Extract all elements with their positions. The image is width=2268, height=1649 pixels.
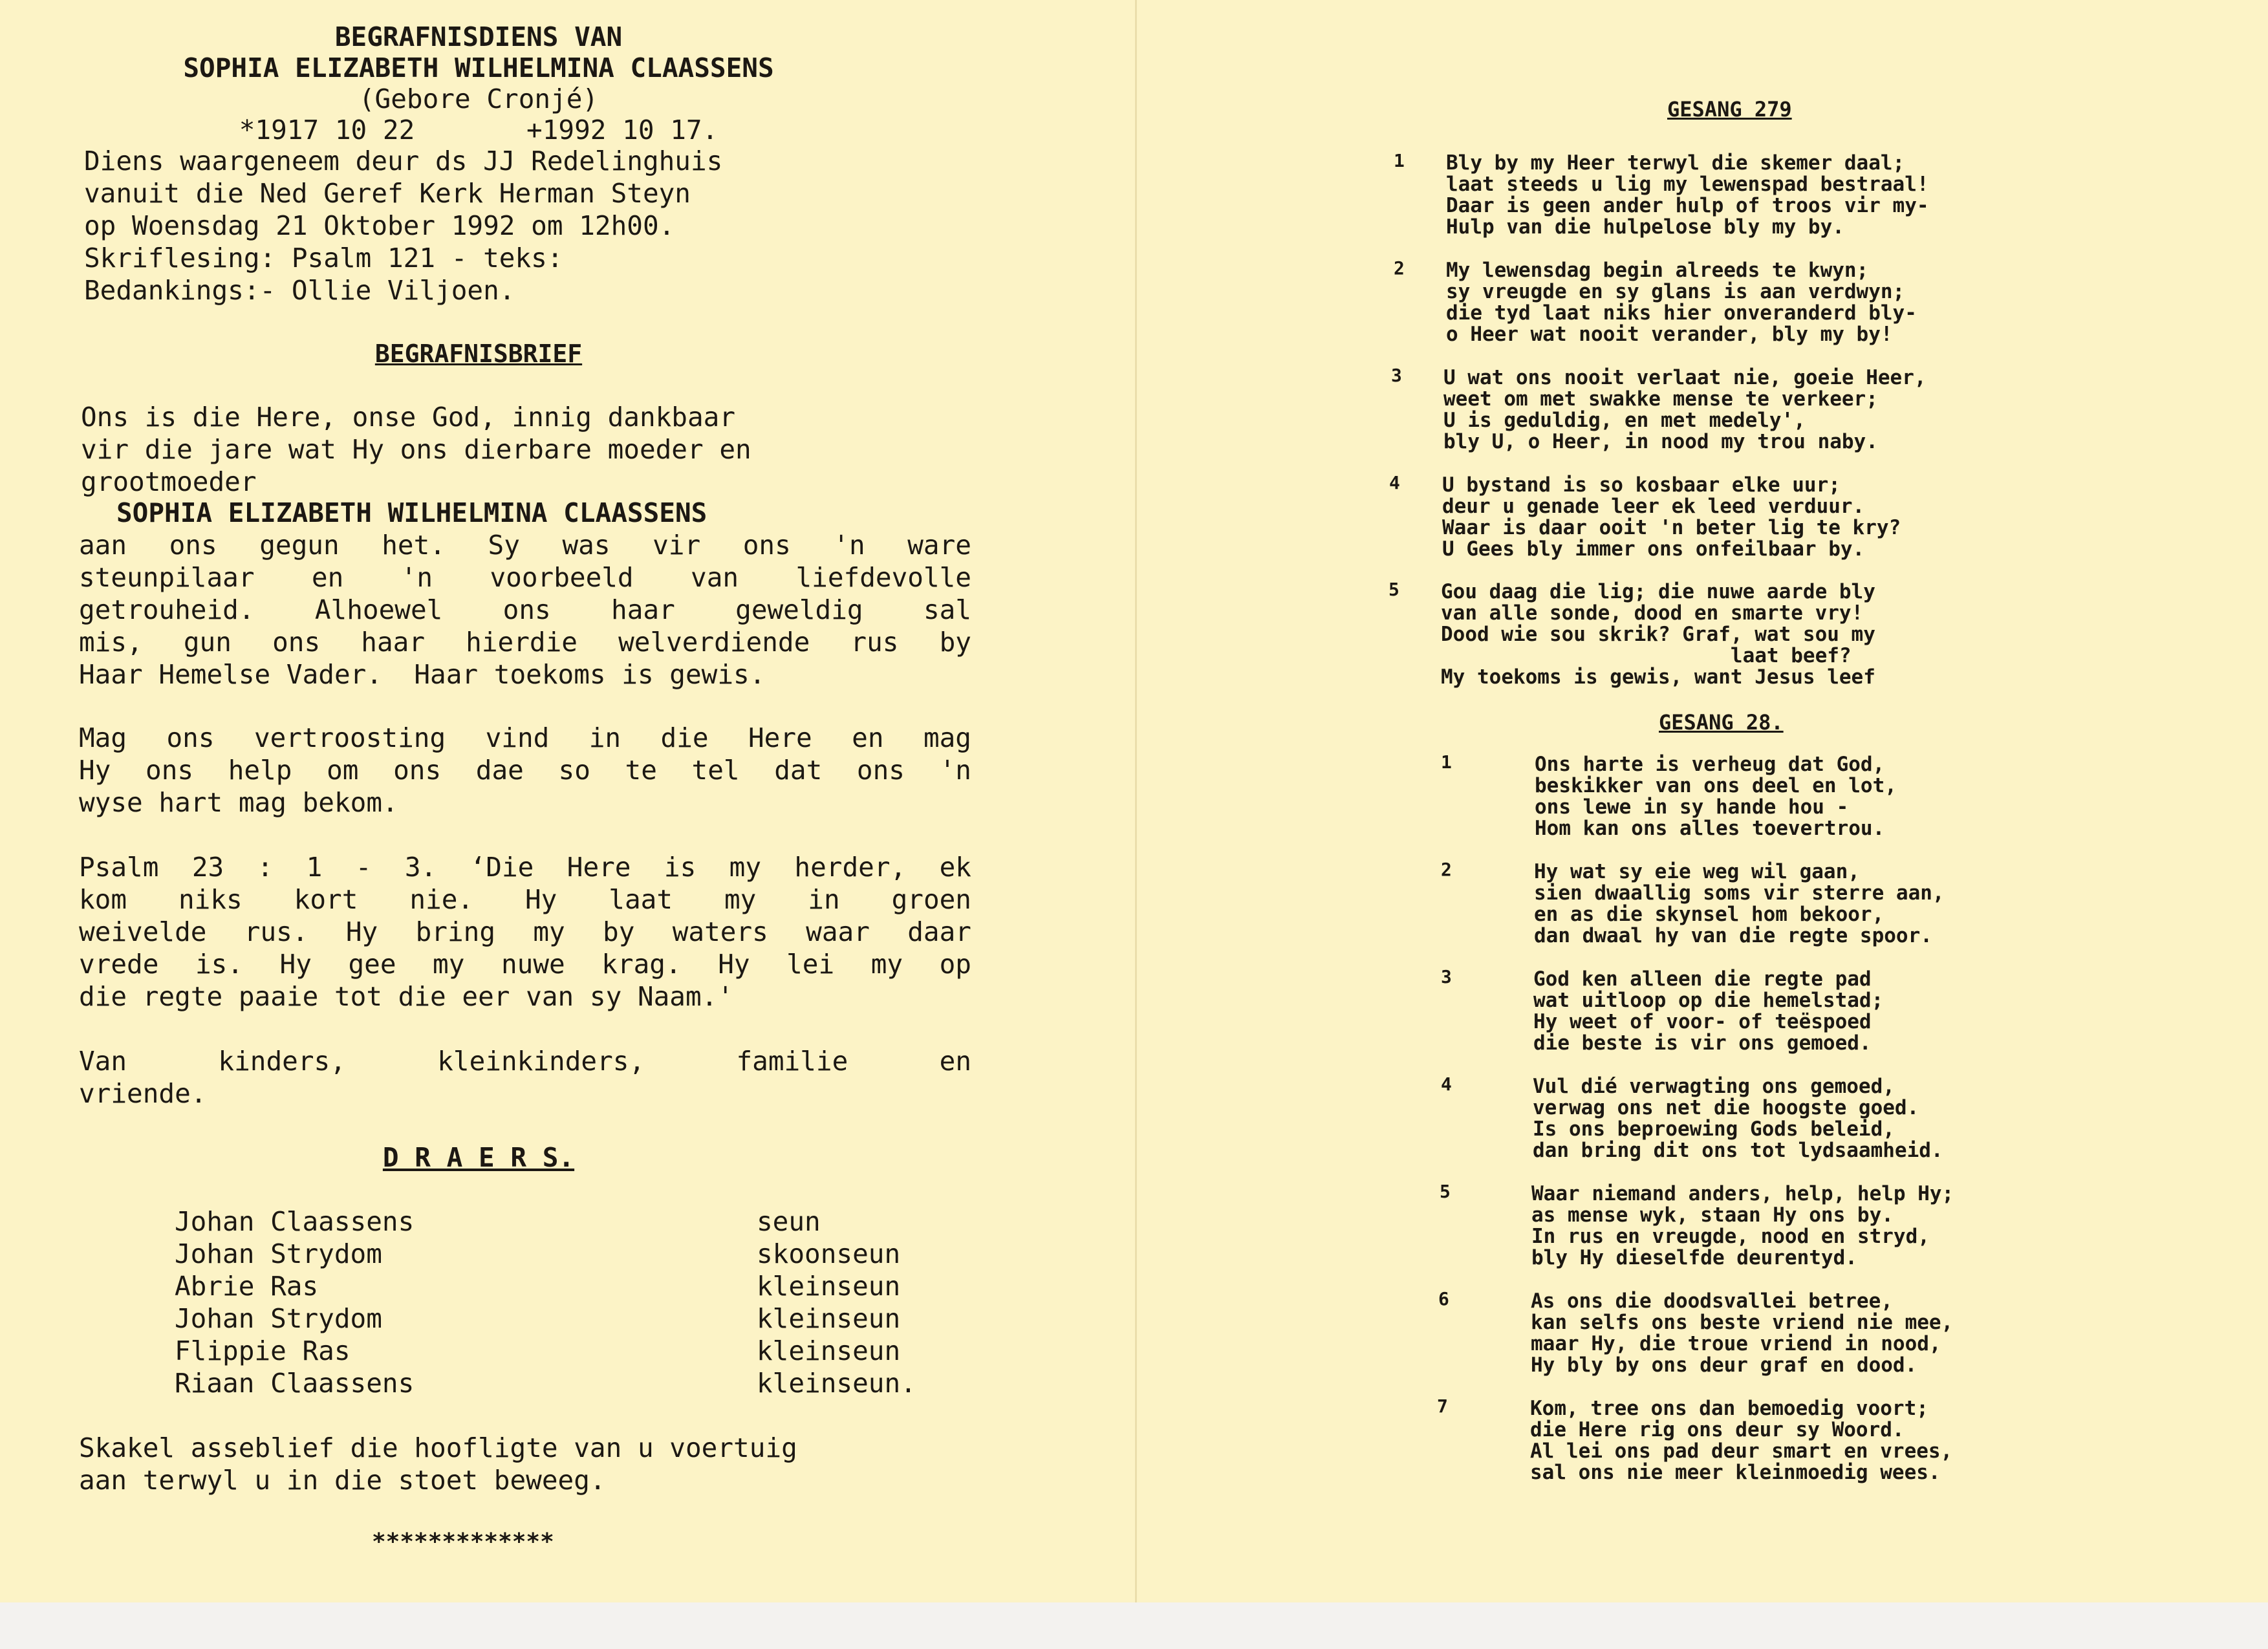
stanza-number: 2 bbox=[1441, 859, 1452, 880]
from-line: vriende. bbox=[79, 1078, 207, 1109]
hymn-stanza bbox=[1443, 367, 1927, 453]
stanza-line: die tyd laat niks hier onveranderd bly- bbox=[1446, 301, 1917, 325]
stanza-line: laat beef? bbox=[1441, 644, 1852, 667]
hymn-stanza bbox=[1442, 475, 1901, 560]
stanza-line: as mense wyk, staan Hy ons by. bbox=[1531, 1203, 1894, 1227]
letter-line: getrouheid. Alhoewel ons haar geweldig sal bbox=[79, 594, 971, 625]
stanza-line: In rus en vreugde, nood en stryd, bbox=[1531, 1225, 1930, 1248]
psalm-line: die regte paaie tot die eer van sy Naam.' bbox=[79, 981, 734, 1012]
letter-line: grootmoeder bbox=[81, 466, 257, 497]
psalm-line: vrede is. Hy gee my nuwe krag. Hy lei my op bbox=[79, 949, 971, 980]
psalm-line: kom niks kort nie. Hy laat my in groen bbox=[79, 884, 971, 915]
closing-stars: ************* bbox=[372, 1529, 554, 1555]
lights-note: aan terwyl u in die stoet beweeg. bbox=[79, 1465, 606, 1496]
stanza-line: sy vreugde en sy glans is aan verdwyn; bbox=[1446, 280, 1905, 303]
stanza-line: sal ons nie meer kleinmoedig wees. bbox=[1530, 1461, 1941, 1484]
hymn-279-title: GESANG 279 bbox=[1667, 97, 1792, 122]
hymn-stanza bbox=[1441, 581, 1875, 688]
hymn-stanza bbox=[1446, 153, 1929, 238]
hymn-stanza bbox=[1531, 1291, 1953, 1376]
letter-line: Haar Hemelse Vader. Haar toekoms is gewis. bbox=[79, 659, 766, 690]
deceased-name: SOPHIA ELIZABETH WILHELMINA CLAASSENS bbox=[183, 52, 774, 83]
bearer-role: kleinseun bbox=[757, 1303, 901, 1334]
stanza-line: Vul dié verwagting ons gemoed, bbox=[1533, 1075, 1895, 1098]
stanza-line: wat uitloop op die hemelstad; bbox=[1533, 989, 1884, 1012]
hymn-stanza bbox=[1534, 861, 1945, 947]
letter-name: SOPHIA ELIZABETH WILHELMINA CLAASSENS bbox=[116, 497, 707, 528]
service-line: Skriflesing: Psalm 121 - teks: bbox=[84, 242, 563, 274]
letter-line: mis, gun ons haar hierdie welverdiende rus by bbox=[79, 627, 971, 658]
hymn-28-title: GESANG 28. bbox=[1659, 710, 1784, 735]
stanza-line: bly U, o Heer, in nood my trou naby. bbox=[1443, 430, 1878, 453]
stanza-line: kan selfs ons beste vriend nie mee, bbox=[1531, 1311, 1954, 1334]
psalm-line: weivelde rus. Hy bring my by waters waar daar bbox=[79, 916, 971, 947]
service-line: Diens waargeneem deur ds JJ Redelinghuis bbox=[84, 146, 723, 177]
comfort-line: Mag ons vertroosting vind in die Here en mag bbox=[79, 722, 971, 753]
stanza-line: en as die skynsel hom bekoor, bbox=[1534, 903, 1885, 926]
stanza-number: 5 bbox=[1440, 1181, 1451, 1202]
stanza-line: ons lewe in sy hande hou - bbox=[1535, 795, 1849, 819]
stanza-line: beskikker van ons deel en lot, bbox=[1535, 774, 1897, 797]
left-page bbox=[0, 0, 1135, 1602]
stanza-number: 3 bbox=[1391, 365, 1402, 386]
stanza-line: God ken alleen die regte pad bbox=[1533, 967, 1872, 991]
bearer-name: Flippie Ras bbox=[175, 1335, 351, 1366]
stanza-number: 4 bbox=[1441, 1073, 1452, 1095]
right-page bbox=[1137, 0, 2268, 1602]
stanza-line: U bystand is so kosbaar elke uur; bbox=[1442, 473, 1841, 497]
stanza-number: 4 bbox=[1389, 472, 1400, 493]
stanza-number: 1 bbox=[1394, 150, 1405, 171]
hymn-stanza bbox=[1530, 1398, 1952, 1483]
stanza-line: Kom, tree ons dan bemoedig voort; bbox=[1530, 1397, 1928, 1420]
stanza-line: U Gees bly immer ons onfeilbaar by. bbox=[1442, 537, 1865, 561]
maiden-name: (Gebore Cronjé) bbox=[358, 83, 599, 114]
stanza-number: 6 bbox=[1438, 1288, 1449, 1310]
letter-line: vir die jare wat Hy ons dierbare moeder en bbox=[81, 434, 751, 465]
service-line: Bedankings:- Ollie Viljoen. bbox=[84, 275, 515, 306]
life-dates: *1917 10 22 +1992 10 17. bbox=[239, 114, 718, 146]
stanza-line: My lewensdag begin alreeds te kwyn; bbox=[1446, 259, 1869, 282]
stanza-line: verwag ons net die hoogste goed. bbox=[1533, 1096, 1919, 1119]
stanza-line: laat steeds u lig my lewenspad bestraal! bbox=[1446, 173, 1929, 196]
letter-line: aan ons gegun het. Sy was vir ons 'n ware bbox=[79, 530, 971, 561]
stanza-line: Is ons beproewing Gods beleid, bbox=[1533, 1117, 1895, 1141]
bearers-title: D R A E R S. bbox=[382, 1142, 575, 1173]
service-line: op Woensdag 21 Oktober 1992 om 12h00. bbox=[84, 210, 675, 241]
stanza-line: Waar is daar ooit 'n beter lig te kry? bbox=[1442, 516, 1901, 539]
stanza-line: Hy bly by ons deur graf en dood. bbox=[1531, 1353, 1917, 1377]
from-line: Van kinders, kleinkinders, familie en bbox=[79, 1046, 971, 1077]
stanza-line: o Heer wat nooit verander, bly my by! bbox=[1446, 323, 1893, 346]
stanza-line: U wat ons nooit verlaat nie, goeie Heer, bbox=[1443, 366, 1927, 389]
stanza-number: 2 bbox=[1394, 257, 1405, 279]
comfort-line: wyse hart mag bekom. bbox=[79, 787, 398, 818]
comfort-line: Hy ons help om ons dae so te tel dat ons 'n bbox=[79, 755, 971, 786]
stanza-line: die beste is vir ons gemoed. bbox=[1533, 1031, 1872, 1055]
stanza-line: deur u genade leer ek leed verduur. bbox=[1442, 495, 1865, 518]
scan-margin bbox=[0, 1602, 2268, 1649]
hymn-stanza bbox=[1446, 260, 1917, 345]
letter-line: steunpilaar en 'n voorbeeld van liefdevolle bbox=[79, 562, 971, 593]
stanza-line: Ons harte is verheug dat God, bbox=[1535, 753, 1885, 776]
lights-note: Skakel asseblief die hoofligte van u voertuig bbox=[79, 1432, 797, 1463]
service-heading: BEGRAFNISDIENS VAN bbox=[334, 21, 623, 52]
service-line: vanuit die Ned Geref Kerk Herman Steyn bbox=[84, 178, 691, 209]
stanza-number: 5 bbox=[1388, 579, 1399, 600]
stanza-line: maar Hy, die troue vriend in nood, bbox=[1531, 1332, 1941, 1355]
letter-title: BEGRAFNISBRIEF bbox=[374, 339, 583, 368]
bearer-role: kleinseun bbox=[757, 1271, 901, 1302]
bearer-role: kleinseun bbox=[757, 1335, 901, 1366]
stanza-line: Bly by my Heer terwyl die skemer daal; bbox=[1446, 151, 1905, 175]
stanza-line: Al lei ons pad deur smart en vrees, bbox=[1530, 1439, 1953, 1463]
stanza-line: U is geduldig, en met medely', bbox=[1443, 409, 1806, 432]
stanza-line: dan dwaal hy van die regte spoor. bbox=[1534, 924, 1932, 947]
bearer-name: Johan Claassens bbox=[175, 1206, 415, 1237]
hymn-stanza bbox=[1535, 754, 1897, 839]
stanza-line: As ons die doodsvallei betree, bbox=[1531, 1289, 1893, 1313]
bearer-role: skoonseun bbox=[757, 1238, 901, 1269]
psalm-line: Psalm 23 : 1 - 3. ‘Die Here is my herder, ek bbox=[79, 852, 971, 883]
stanza-number: 1 bbox=[1441, 751, 1452, 773]
stanza-line: weet om met swakke mense te verkeer; bbox=[1443, 387, 1878, 411]
hymn-stanza bbox=[1533, 969, 1883, 1054]
stanza-line: Hulp van die hulpelose bly my by. bbox=[1446, 215, 1844, 239]
stanza-line: die Here rig ons deur sy Woord. bbox=[1530, 1418, 1905, 1441]
stanza-line: van alle sonde, dood en smarte vry! bbox=[1441, 601, 1864, 625]
stanza-line: Hy weet of voor- of teëspoed bbox=[1533, 1010, 1872, 1033]
stanza-line: Daar is geen ander hulp of troos vir my- bbox=[1446, 194, 1929, 217]
bearer-name: Riaan Claassens bbox=[175, 1368, 415, 1399]
stanza-line: Hy wat sy eie weg wil gaan, bbox=[1534, 860, 1860, 883]
stanza-line: My toekoms is gewis, want Jesus leef bbox=[1441, 665, 1875, 689]
hymn-stanza bbox=[1531, 1183, 1954, 1269]
bearer-role: kleinseun. bbox=[757, 1368, 916, 1399]
stanza-line: dan bring dit ons tot lydsaamheid. bbox=[1533, 1139, 1943, 1162]
bearer-name: Johan Strydom bbox=[175, 1303, 382, 1334]
stanza-line: Hom kan ons alles toevertrou. bbox=[1535, 817, 1885, 840]
stanza-line: Waar niemand anders, help, help Hy; bbox=[1531, 1182, 1954, 1205]
letter-line: Ons is die Here, onse God, innig dankbaar bbox=[81, 402, 736, 433]
stanza-number: 3 bbox=[1441, 966, 1452, 987]
bearer-name: Abrie Ras bbox=[175, 1271, 319, 1302]
bearer-name: Johan Strydom bbox=[175, 1238, 382, 1269]
stanza-number: 7 bbox=[1437, 1396, 1448, 1417]
stanza-line: Dood wie sou skrik? Graf, wat sou my bbox=[1441, 623, 1875, 646]
stanza-line: Gou daag die lig; die nuwe aarde bly bbox=[1441, 580, 1875, 603]
stanza-line: sien dwaallig soms vir sterre aan, bbox=[1534, 881, 1945, 905]
hymn-stanza bbox=[1533, 1076, 1943, 1161]
stanza-line: bly Hy dieselfde deurentyd. bbox=[1531, 1246, 1857, 1269]
bearer-role: seun bbox=[757, 1206, 821, 1237]
